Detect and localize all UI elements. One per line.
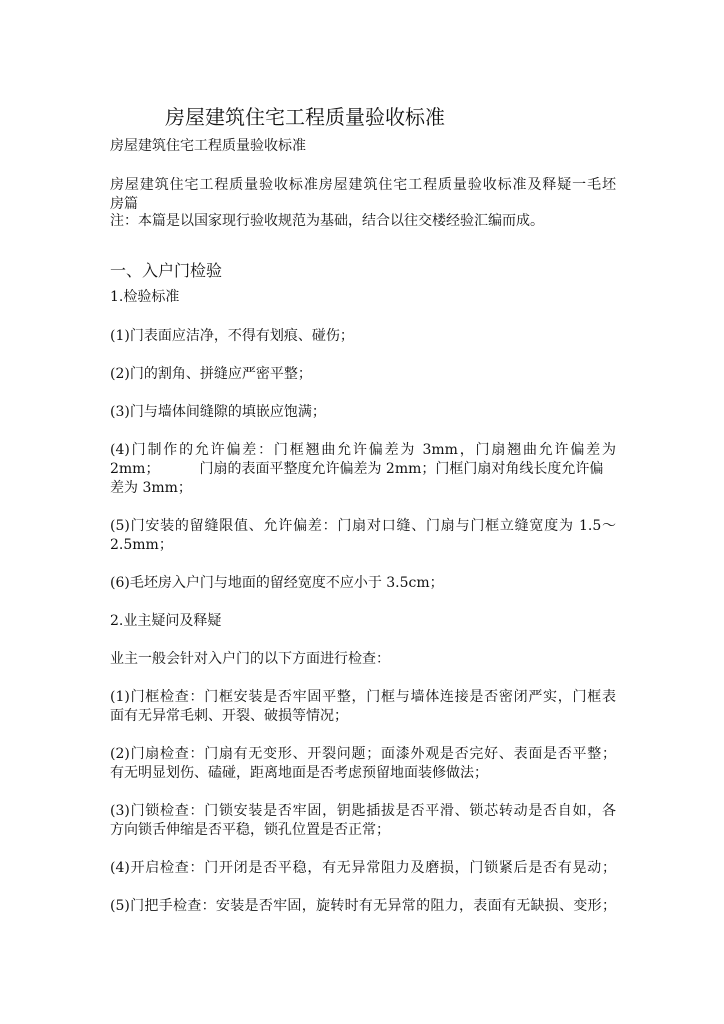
standard-item-3: (3)门与墙体间缝隙的填嵌应饱满； [110, 404, 326, 420]
check-item-1-line-2: 面有无异常毛刺、开裂、破损等情况； [110, 708, 348, 724]
standard-item-1: (1)门表面应洁净，不得有划痕、碰伤； [110, 328, 354, 344]
check-item-2-line-1: (2)门扇检查：门扇有无变形、开裂问题；面漆外观是否完好、表面是否平整； [110, 746, 616, 762]
intro-line-2: 房篇 [110, 196, 138, 212]
check-item-1-line-1: (1)门框检查：门框安装是否牢固平整，门框与墙体连接是否密闭严实，门框表 [110, 689, 616, 705]
owner-check-intro: 业主一般会针对入户门的以下方面进行检查： [110, 651, 390, 667]
standard-item-4-line-1: (4)门制作的允许偏差：门框翘曲允许偏差为 3mm，门扇翘曲允许偏差为 [110, 442, 616, 458]
standard-item-2: (2)门的割角、拼缝应严密平整； [110, 366, 312, 382]
standard-item-6: (6)毛坯房入户门与地面的留经宽度不应小于 3.5cm； [110, 575, 444, 591]
subsection-owner-questions: 2.业主疑问及释疑 [110, 613, 222, 629]
document-title: 房屋建筑住宅工程质量验收标准 [165, 105, 445, 129]
check-item-5: (5)门把手检查：安装是否牢固，旋转时有无异常的阻力，表面有无缺损、变形； [110, 898, 616, 914]
document-subtitle: 房屋建筑住宅工程质量验收标准 [110, 138, 306, 154]
subsection-inspection-standard: 1.检验标准 [110, 289, 180, 305]
standard-item-5-line-2: 2.5mm； [110, 537, 173, 553]
section-heading-entrance-door: 一、入户门检验 [110, 261, 223, 280]
note-text: 注：本篇是以国家现行验收规范为基础，结合以往交楼经验汇编而成。 [110, 213, 544, 229]
check-item-3-line-1: (3)门锁检查：门锁安装是否牢固，钥匙插拔是否平滑、锁芯转动是否自如，各 [110, 803, 616, 819]
check-item-3-line-2: 方向锁舌伸缩是否平稳，锁孔位置是否正常； [110, 822, 390, 838]
standard-item-5-line-1: (5)门安装的留缝限值、允许偏差：门扇对口缝、门扇与门框立缝宽度为 1.5～ [110, 518, 616, 534]
intro-line-1: 房屋建筑住宅工程质量验收标准房屋建筑住宅工程质量验收标准及释疑一毛坯 [110, 177, 616, 193]
standard-item-4-line-2 [110, 459, 616, 480]
standard-item-4-line-2-part-a: 2mm； [110, 461, 160, 477]
standard-item-4-line-3: 差为 3mm； [110, 480, 192, 496]
standard-item-4-line-2-part-b: 门扇的表面平整度允许偏差为 2mm；门框门扇对角线长度允许偏 [199, 461, 604, 477]
check-item-4: (4)开启检查：门开闭是否平稳，有无异常阻力及磨损，门锁紧后是否有晃动； [110, 860, 616, 876]
check-item-2-line-2: 有无明显划伤、磕碰，距离地面是否考虑预留地面装修做法； [110, 765, 488, 781]
